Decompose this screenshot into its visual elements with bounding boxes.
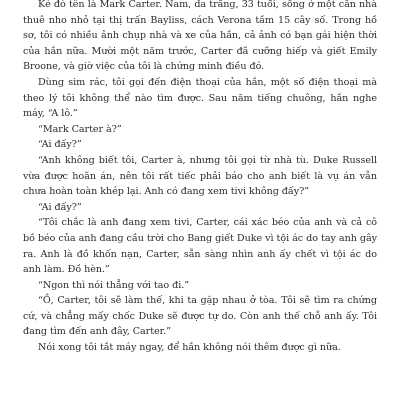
paragraph-9: “Ồ, Carter, tôi sẽ làm thế, khi ta gặp nhau ở tòa. Tôi sẽ tìm ra chứng cứ, và chẳng mấy chốc Duke sẽ được tự do. Còn anh thế chỗ anh ấy. Tôi đang tìm đến anh đây, Carter.”	[23, 295, 377, 338]
paragraph-2: Dùng sim rác, tôi gọi đến điện thoại của hắn, một số điện thoại mà theo lý tôi không thể nào tìm được. Sau năm tiếng chuông, hắn nghe máy, “A lô.”	[23, 76, 377, 120]
paragraph-5: “Anh không biết tôi, Carter à, nhưng tôi gọi từ nhà tù. Duke Russell vừa được hoãn án, nên tôi rất tiếc phải báo cho anh biết là vụ án vẫn chưa hoàn toàn khép lại. Anh có đang xem tivi không đấy?”	[23, 154, 377, 198]
paragraph-1: Kẻ đó tên là Mark Carter. Nam, da trắng, 33 tuổi, sống ở một căn nhà thuê nho nhỏ tại thị trấn Bayliss, cách Verona tầm 15 cây số. Trong hồ sơ, tôi có nhiều ảnh chụp nhà và xe của hắn, cả ảnh có bạn gái hiện thời của hắn nữa. Mười một năm trước, Carter đã cưỡng hiếp và giết Emily Broone, và giờ việc của tôi là chứng minh điều đó.	[23, 0, 377, 73]
paragraph-6: “Ai đấy?”	[38, 201, 82, 213]
paragraph-4: “Ai đấy?”	[38, 139, 82, 151]
paragraph-3: “Mark Carter à?”	[38, 123, 122, 135]
paragraph-10: Nói xong tôi tắt máy ngay, để hắn không nói thêm được gì nữa.	[38, 342, 341, 354]
paragraph-8: “Ngon thì nói thẳng với tao đi.”	[38, 279, 190, 291]
paragraph-7: “Tôi chắc là anh đang xem tivi, Carter, cái xác béo của anh và cả cô bồ béo của anh đang cầu trời cho Bang giết Duke vì tội ác do tay anh gây ra. Anh là đồ khốn nạn, Carter, sẵn sàng nhìn anh ấy chết vì tội ác do anh làm. Đồ hèn.”	[23, 217, 377, 276]
